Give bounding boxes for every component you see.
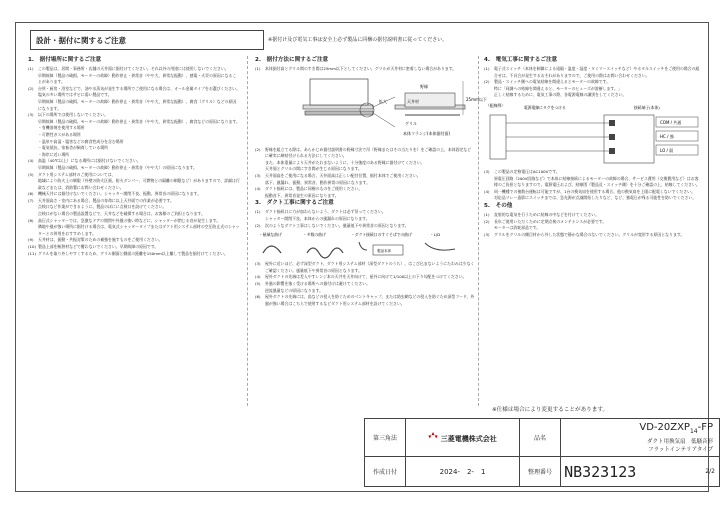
list-item [484,92,702,99]
item-number: (11) [28,250,36,256]
model-desc: ダクト用換気扇 低騒音形 [646,438,713,445]
list-item [28,191,240,198]
item-number: (10) [28,244,36,250]
list-item [255,261,475,274]
section-title: 1. 据付場所に関するご注意 [28,57,102,63]
list-item [255,216,475,223]
item-text: 点検口がない場合の製品設置などで、天井などを破損する場合は、お客様のご負担となります。 [38,211,205,217]
terminal-label: LO / 弱 [660,147,674,153]
date-label: 作成日付 [365,457,406,487]
list-item [255,288,475,295]
section-title: 3. ダクト工事に関するご注意 [255,200,334,207]
item-number [28,211,38,218]
grille-diagram [255,75,487,145]
list-item [255,209,475,216]
list-item [28,204,240,211]
item-number [255,288,265,295]
item-number: (6) [255,294,261,300]
item-text: 早期故障（製品の破損、モーターの故障）動作停止・異常音（やや大）の原因になります。 [38,164,198,170]
figure-label: 拡大 [379,98,387,104]
item-text: 次のようなダクト工事はしないでください。風量低下や異常音の原因となります。 [265,222,409,228]
item-number: (3) [28,112,34,118]
item-text: ・海岸に近い場所 [38,151,70,157]
item-number: (4) [484,188,490,194]
company-cell [406,419,520,457]
item-text: 屋外ダクトの先端には、鳥などの侵入を防ぐためのベントキャップ、または防虫網などの侵入を防ぐため深型フード、外風が強い場合はこちらで使用するなどダクト用システム部材を設けてください。 [265,294,475,306]
item-list [484,66,702,99]
item-text: 屋外ダクトの先端は差入やすレンジ本の天井を天井向けて、屋外に向けて1/100以上の下り勾配をつけてください。 [265,274,467,280]
item-number: (3) [484,168,490,174]
item-number [28,132,38,139]
item-text: 同一機種での複数台運転は可能ですが、1台の換気扇を使用する場合、他の換気扇を上限に配電しないでください。 [494,188,695,194]
item-text: 外風の影響を強く受ける場所への据付けは避けてください。 [265,280,371,286]
item-text: また、本体重量により天井がたわまないように、十分強度のある野縁に据付けてください。 [265,159,425,165]
item-text: ダクト接続には、製品に同梱のものをご使用ください。 [265,186,363,192]
item-text: 早期故障（製品の破損、モーターの故障）動作停止・異常音（やや大、異常な振動）、感電・火災の原因になることがあります。 [38,72,237,85]
item-text: この製品は、居間・事務所・店舗の天井面に据付けてください。それ以外の用途には使用しないでください。 [38,66,229,71]
header-note: ※据付け及び電気工事は安全上必ず製品に同梱の据付説明書に従ってください。 [268,37,448,43]
item-number [255,216,265,223]
wiring-diagram [484,101,702,167]
list-item [28,178,240,191]
list-item [28,125,240,132]
item-text: グリルをグリルの側目材から外した状態で静かな場合のないでください。グリルが変形する原因となります。 [494,231,685,237]
list-item [484,189,702,196]
figure-label: グリル [405,120,417,126]
item-text: 長年ご使用いただくために定期点検のメンテナンスが必要です。 [494,218,607,224]
doc-label: 整理番号 [519,457,560,487]
header-box [30,30,264,50]
item-number: (4) [255,274,261,280]
item-number [28,165,38,172]
item-number: (5) [255,280,261,286]
item-text: 異電圧回路（200V回路など）で本体に結線接続によるモーターの故障の場合、サービス費用（交換費用など）はお客様のご負担となりますので、電源電圧および、結線図（製品及・スイッチ側）を十分ご確認の上、結線してください。 [494,175,700,188]
item-number: (2) [484,79,490,85]
list-item [28,165,240,172]
wiring-figure [484,101,702,167]
list-item [255,173,475,180]
list-item [484,212,702,219]
item-text: ダクト接続口に力が加わらないよう、ダクトは必ず吊ってください。 [265,209,386,215]
item-number [28,204,38,211]
item-text: 製品上部を断熱材などで覆わないでください。早期故障の原因です。 [38,244,159,250]
item-list [255,66,475,73]
list-item [28,119,240,126]
item-text: 地域により防火上の制限（外壁の防火区画、防火ダンパー、可燃物との隔離の制限など）がありますので、詳細は行政などまたは、消防署にお問い合わせください。 [38,178,240,190]
item-number [255,160,265,167]
item-number: (3) [255,172,261,178]
item-number: (7) [28,197,34,203]
item-text: 振動音下、異常音発生の原因になります。 [265,192,339,198]
item-number: (1) [255,209,261,215]
list-item [28,218,240,225]
item-text: 製品・スイッチ側への電気結線を間違えるとモーターの故障です。 [494,79,611,85]
list-item [484,66,702,79]
section-title: 2. 据付方法に関するご注意 [255,57,329,63]
list-item [255,186,475,193]
list-item [255,281,475,288]
duct-caption: ・ダクト接続口のすぐそばでの曲げ [351,232,412,238]
list-item [484,176,702,189]
list-item [28,152,240,159]
item-number: (1) [484,211,490,217]
model-number: $VD-20ZXP_{14}-FP$ [639,421,713,435]
item-number [484,176,494,189]
item-number: (1) [255,66,261,71]
item-text: ・有機溶剤を使用する場所 [38,125,85,131]
item-number: (3) [255,261,261,267]
list-item [28,211,240,218]
item-list [255,147,475,200]
item-number: (2) [255,146,261,152]
duct-caption: ・L/D [430,232,441,238]
item-text: 天井材は、振動・共振対策のための補強を施すものをご使用ください。 [38,237,163,243]
list-item [255,294,475,307]
list-item [28,99,240,112]
list-item [28,145,240,152]
item-text: 天井面高さ・室内にある場合、製品の寿命に以上天井面での作業が必要です。 [38,197,174,203]
list-item [28,112,240,119]
item-text: 特に「同調への結線を間違えると、モーターのヒューズが溶断します。」 [494,85,622,91]
list-item [255,193,475,200]
company-name: 三菱電機株式会社 [440,434,497,443]
item-text: ・可燃性ガスがある場所 [38,131,81,137]
item-number: (8) [28,217,34,223]
item-text: 早期故障（製品の破損、モーターの故障）動作停止・異常音（やや大、異常な振動）、腐食（グリル）などの原因になります。 [38,98,237,111]
item-text: 直射的な電気を行うために結線の中などを付けてください。 [494,211,600,217]
list-item [28,237,240,244]
figure-label: 本体フランジ(本体据付面) [403,130,451,136]
list-item [255,223,475,230]
terminal-label: COM / 共通 [660,119,682,125]
item-text: 屋外に近いほど、必ず深型ダクト、ダクト用システム部材（深型ダクトのうち）、はこび込まないようにたわみは少なくご確認ください。風量低下や異常音の原因となります。 [265,261,475,273]
item-number [255,166,265,173]
item-number: (4) [28,158,34,164]
item-number [28,152,38,159]
item-number [255,180,265,187]
list-item [28,86,240,99]
item-list [484,169,702,202]
item-number [28,99,38,112]
item-text: 電子式スイッチ（本体を制御による遠隔・温度・湿度・タイマースイッチなど）やホタルスイッチをご使用の場合の組合せは、不具合が発生するおそれがありますので、ご使用の際はお問い合わせください。 [494,66,700,78]
list-item [484,225,702,232]
terminal-title: 接続端子(本体) [634,104,660,110]
item-text: シャッター開閉不良、本体からの風漏れの原因になります。 [265,215,370,221]
item-number [28,119,38,126]
date-value: 2024- 2- 1 [406,457,520,487]
item-text: ・電気抵抗、家畜舎が飼育している場所 [38,145,109,151]
doc-cell [561,457,720,487]
column-2 [255,56,487,307]
section-title: 5. その他 [484,202,513,209]
item-text: この製品の定格電圧はAC100Vです。 [494,168,560,174]
figure-label: 25mm以下 [466,96,487,102]
item-number: (1) [484,66,490,71]
item-number: (9) [28,237,34,243]
list-item [484,232,702,239]
wiring-tag: 電源電線にタグをつける [524,104,566,110]
item-text: 点検口など作業ができるように、製品のぼにに点検口を設けてください。 [38,204,167,210]
item-text: 機械天井には据付けないでください。シャッター開閉不良、振動、異常音の原因になります。 [38,191,202,197]
item-text: ダクト用システム部材のご使用については、 [38,171,116,177]
list-item [255,274,475,281]
column-1 [28,56,240,257]
wiring-example: （配線例） [486,102,505,108]
angle-label: 第三角法 [365,419,406,457]
item-text: 台所・厨房・浴室などで、油や水蒸気が発生する場所でご使用になる場合は、オール金属タイプをお選びください。塩気の多い場所ではサビに弱い製品です。 [38,85,240,98]
item-number [28,145,38,152]
item-number: (4) [255,186,261,192]
list-item [255,160,475,167]
list-item [28,73,240,86]
name-label: 品名 [519,419,560,457]
list-item [28,198,240,205]
item-text: 隣地や風が強い場所に据付ける場合は、電気式シャッタータイプまたはダクト用システム部材の空圧防止式のシャッターとの併用をおすすめします。 [38,224,240,236]
item-number: (3) [484,231,490,237]
item-text: ・温泉や高湿・塩害などの腐食性成分を含む場所 [38,138,124,144]
item-list [28,66,240,257]
item-text: 天井面高をご使用になる場合、天井面高は正しい配付位置、据付本体でご使用ください。 [265,172,421,178]
figure-label: 天井材 [407,98,419,104]
column-3 [484,56,702,238]
list-item [28,139,240,146]
duct-figure [255,231,475,259]
item-text: 高温（40℃以上）になる場所には据付けないでください。 [38,158,141,164]
item-number: (2) [484,218,490,224]
column-divider [478,56,479,406]
model-cell [561,419,720,457]
item-number [484,225,494,232]
item-text: 高圧式シャッターでは、急激なドアの開閉や外風の強い時などに、シャッターが閉じる音が発生します。 [38,217,221,223]
item-number [28,178,38,191]
item-number [28,139,38,146]
list-item [28,66,240,73]
page-number: 2/2 [705,468,715,475]
title-block [364,418,720,487]
item-number [484,195,494,202]
column-divider [247,56,248,406]
footnote: ※仕様は場合により変更することがあります。 [492,407,609,413]
item-text: 野縁を組立てる際は、あらかじめ据付説明書の野縁寸法で吊（野縁またはその当たりを）をご確認の上、本体固定などに確実に締結付けられる方法にしてください。 [265,146,472,159]
model-desc: フラットインテリアタイプ [648,446,713,453]
duct-caption: ・多数の曲げ [303,232,326,238]
item-number [28,73,38,86]
list-item [28,132,240,139]
item-text: 対応品リレー造影にスイッチまでは、急光源が点滅開始したりなど、など、強電圧が残る可能性を防いでください。 [494,195,697,201]
item-text: 落下、風漏れ、振動、異常音、動作異常の原因になります。 [265,179,370,185]
item-number [484,92,494,99]
item-text: 天井面とグリルの間にすき間が生じる原因になります。 [265,166,362,172]
figure-label: 野縁 [420,83,428,89]
item-text: モーターは消耗部品です。 [494,225,541,231]
item-number: (2) [255,222,261,228]
section-title: 4. 電気工事に関するご注意 [484,57,558,63]
duct-caption: ・極端な曲げ [259,232,282,238]
item-list [255,209,475,229]
item-text: グリルを取り外しやすくするため、グリル側面と側面の距離を150mm以上離して製品を据付けてください。 [38,250,228,256]
item-text: 逆流風量などの原因になります。 [265,287,324,293]
list-item [484,86,702,93]
list-item [255,147,475,160]
list-item [28,172,240,179]
item-number [484,86,494,93]
list-item [484,79,702,86]
item-number: (2) [28,85,34,91]
duct-diagram [255,231,475,259]
list-item [255,66,475,73]
list-item [484,219,702,226]
list-item [255,180,475,187]
item-text: 早期故障（製品の破損、モーターの故障）動作停止・異常音（やや大、異常な振動）、腐食などの原因になります。 [38,118,240,124]
item-number [28,125,38,132]
list-item [484,195,702,202]
list-item [28,244,240,251]
list-item [255,166,475,173]
list-item [28,251,240,258]
item-number: (1) [28,66,34,71]
item-number [28,224,38,237]
item-list [255,261,475,307]
list-item [28,224,240,237]
item-text: 正しく結線するために、電気工事の際、各電源電線の識別をしてください。 [494,92,627,98]
mitsubishi-logo-icon [428,435,440,443]
item-number: (6) [28,191,34,197]
item-text: 以下の場所では使用しないでください。 [38,112,109,118]
list-item [28,158,240,165]
item-text: 本体据付高とグリル間のすき間は25mm以下としてください。グリルが天井材に密着しない場合があります。 [265,66,457,71]
grille-figure [255,75,487,145]
header-title: 設計・据付に関するご注意 [36,35,126,45]
item-number: (5) [28,171,34,177]
terminal-label: HC / 強 [660,133,674,139]
item-list [484,212,702,238]
doc-number: NB323123 [564,462,637,481]
item-number [255,193,265,200]
list-item [484,169,702,176]
product-box-label: 製品本体 [377,249,392,254]
